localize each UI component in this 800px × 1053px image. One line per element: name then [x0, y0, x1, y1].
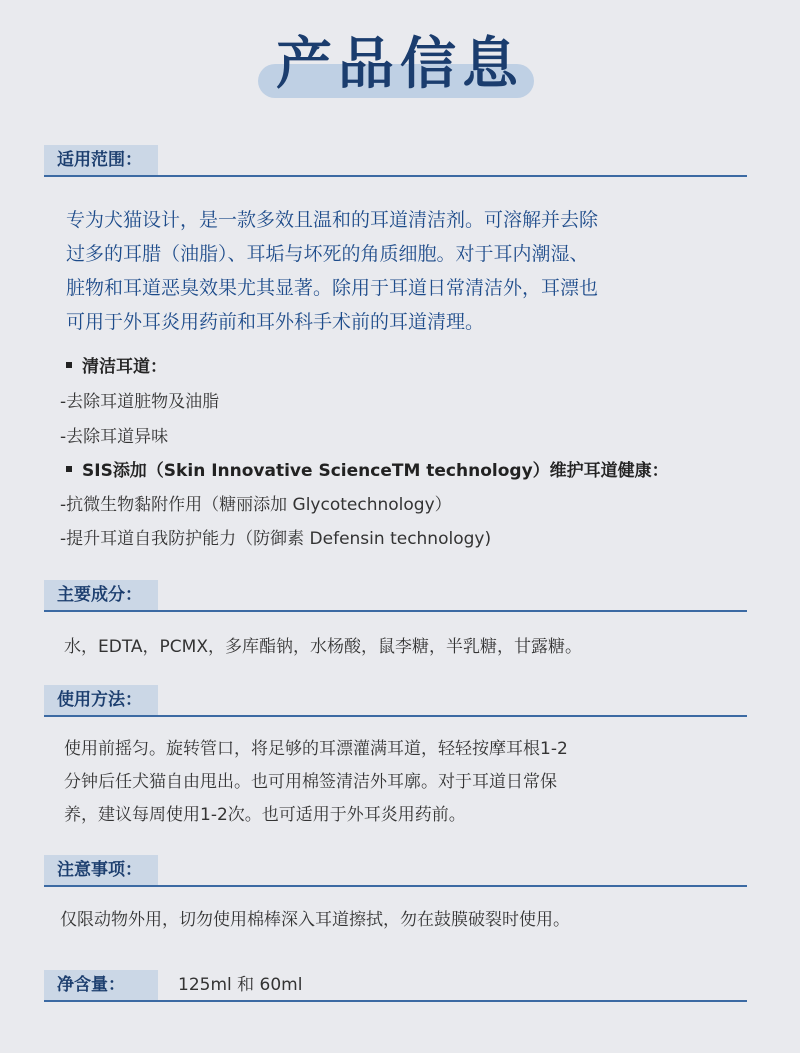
bullet-title: SIS添加（Skin Innovative ScienceTM technology）维护耳道健康：: [82, 461, 669, 481]
scope-line: 过多的耳腊（油脂）、耳垢与坏死的角质细胞。对于耳内潮湿、: [66, 243, 589, 265]
usage-paragraph: [64, 733, 568, 832]
section-header-ingredients: [44, 580, 747, 612]
bullet-clean-ear: [66, 352, 167, 377]
usage-line: 分钟后任犬猫自由甩出。也可用棉签清洁外耳廓。对于耳道日常保: [64, 772, 557, 792]
section-label-scope: 适用范围：: [57, 150, 142, 170]
scope-line: 可用于外耳炎用药前和耳外科手术前的耳道清理。: [66, 311, 485, 333]
scope-paragraph: [66, 203, 746, 339]
bullet-sis: [66, 456, 669, 481]
scope-line: 专为犬猫设计，是一款多效且温和的耳道清洁剂。可溶解并去除: [66, 209, 599, 231]
list-item: -去除耳道异味: [60, 427, 169, 447]
section-label-net: 净含量：: [57, 975, 125, 995]
section-header-net: [44, 970, 747, 1002]
bullet-square-icon: [66, 466, 72, 472]
list-item: -去除耳道脏物及油脂: [60, 392, 220, 412]
bullet-title: 清洁耳道：: [82, 357, 167, 377]
section-label-notes: 注意事项：: [57, 860, 142, 880]
ingredients-text: 水，EDTA，PCMX，多库酯钠，水杨酸，鼠李糖，半乳糖，甘露糖。: [64, 637, 582, 657]
section-label-ingredients: 主要成分：: [57, 585, 142, 605]
notes-text: 仅限动物外用，切勿使用棉棒深入耳道擦拭，勿在鼓膜破裂时使用。: [60, 910, 570, 930]
scope-line: 脏物和耳道恶臭效果尤其显著。除用于耳道日常清洁外，耳漂也: [66, 277, 599, 299]
list-item: -抗微生物黏附作用（糖丽添加 Glycotechnology）: [60, 495, 452, 515]
usage-line: 使用前摇匀。旋转管口，将足够的耳漂灌满耳道，轻轻按摩耳根1-2: [64, 739, 568, 759]
usage-line: 养，建议每周使用1-2次。也可适用于外耳炎用药前。: [64, 805, 466, 825]
list-item: -提升耳道自我防护能力（防御素 Defensin technology): [60, 529, 492, 549]
page-title: 产品信息: [276, 32, 524, 97]
bullet-square-icon: [66, 362, 72, 368]
section-label-usage: 使用方法：: [57, 690, 142, 710]
net-content-value: 125ml 和 60ml: [178, 975, 303, 995]
section-header-usage: [44, 685, 747, 717]
section-header-notes: [44, 855, 747, 887]
section-header-scope: [44, 145, 747, 177]
